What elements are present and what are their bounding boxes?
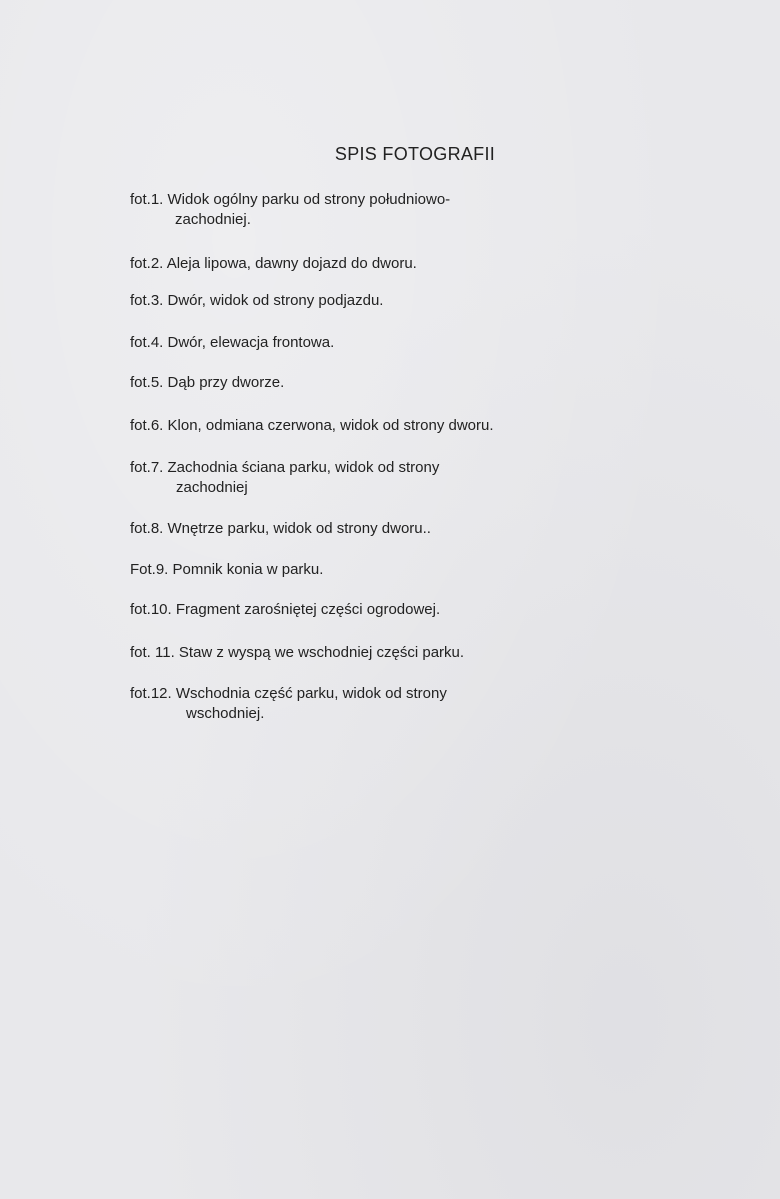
entry-text-continued: zachodniej.: [175, 211, 251, 228]
entry-text-continued: wschodniej.: [186, 705, 265, 722]
entry-text: fot.2. Aleja lipowa, dawny dojazd do dworu.: [130, 255, 417, 272]
entry-text: fot.6. Klon, odmiana czerwona, widok od strony dworu.: [130, 417, 494, 434]
list-item: [130, 291, 580, 311]
list-item: [130, 600, 580, 620]
entry-text: Fot.9. Pomnik konia w parku.: [130, 561, 324, 578]
list-item: [130, 416, 580, 436]
entry-text: fot.4. Dwór, elewacja frontowa.: [130, 334, 335, 351]
entry-text: fot.5. Dąb przy dworze.: [130, 374, 285, 391]
page-title: SPIS FOTOGRAFII: [334, 144, 496, 164]
entry-text: fot.12. Wschodnia część parku, widok od strony: [130, 685, 447, 702]
entry-text: fot.1. Widok ogólny parku od strony południowo-: [130, 191, 451, 208]
list-item: [130, 684, 580, 724]
entry-text: fot.3. Dwór, widok od strony podjazdu.: [130, 292, 384, 309]
list-item: [130, 254, 580, 274]
list-item: [130, 458, 580, 498]
entry-text: fot.7. Zachodnia ściana parku, widok od strony: [130, 459, 440, 476]
list-item: [130, 560, 580, 580]
list-item: [130, 190, 580, 230]
entry-text: fot.10. Fragment zarośniętej części ogrodowej.: [130, 601, 441, 618]
list-item: [130, 373, 580, 393]
entry-text: fot. 11. Staw z wyspą we wschodniej części parku.: [130, 644, 465, 661]
list-item: [130, 519, 580, 539]
list-item: [130, 333, 580, 353]
list-item: [130, 643, 580, 663]
entry-text: fot.8. Wnętrze parku, widok od strony dworu..: [130, 520, 431, 537]
entry-text-continued: zachodniej: [176, 479, 248, 496]
